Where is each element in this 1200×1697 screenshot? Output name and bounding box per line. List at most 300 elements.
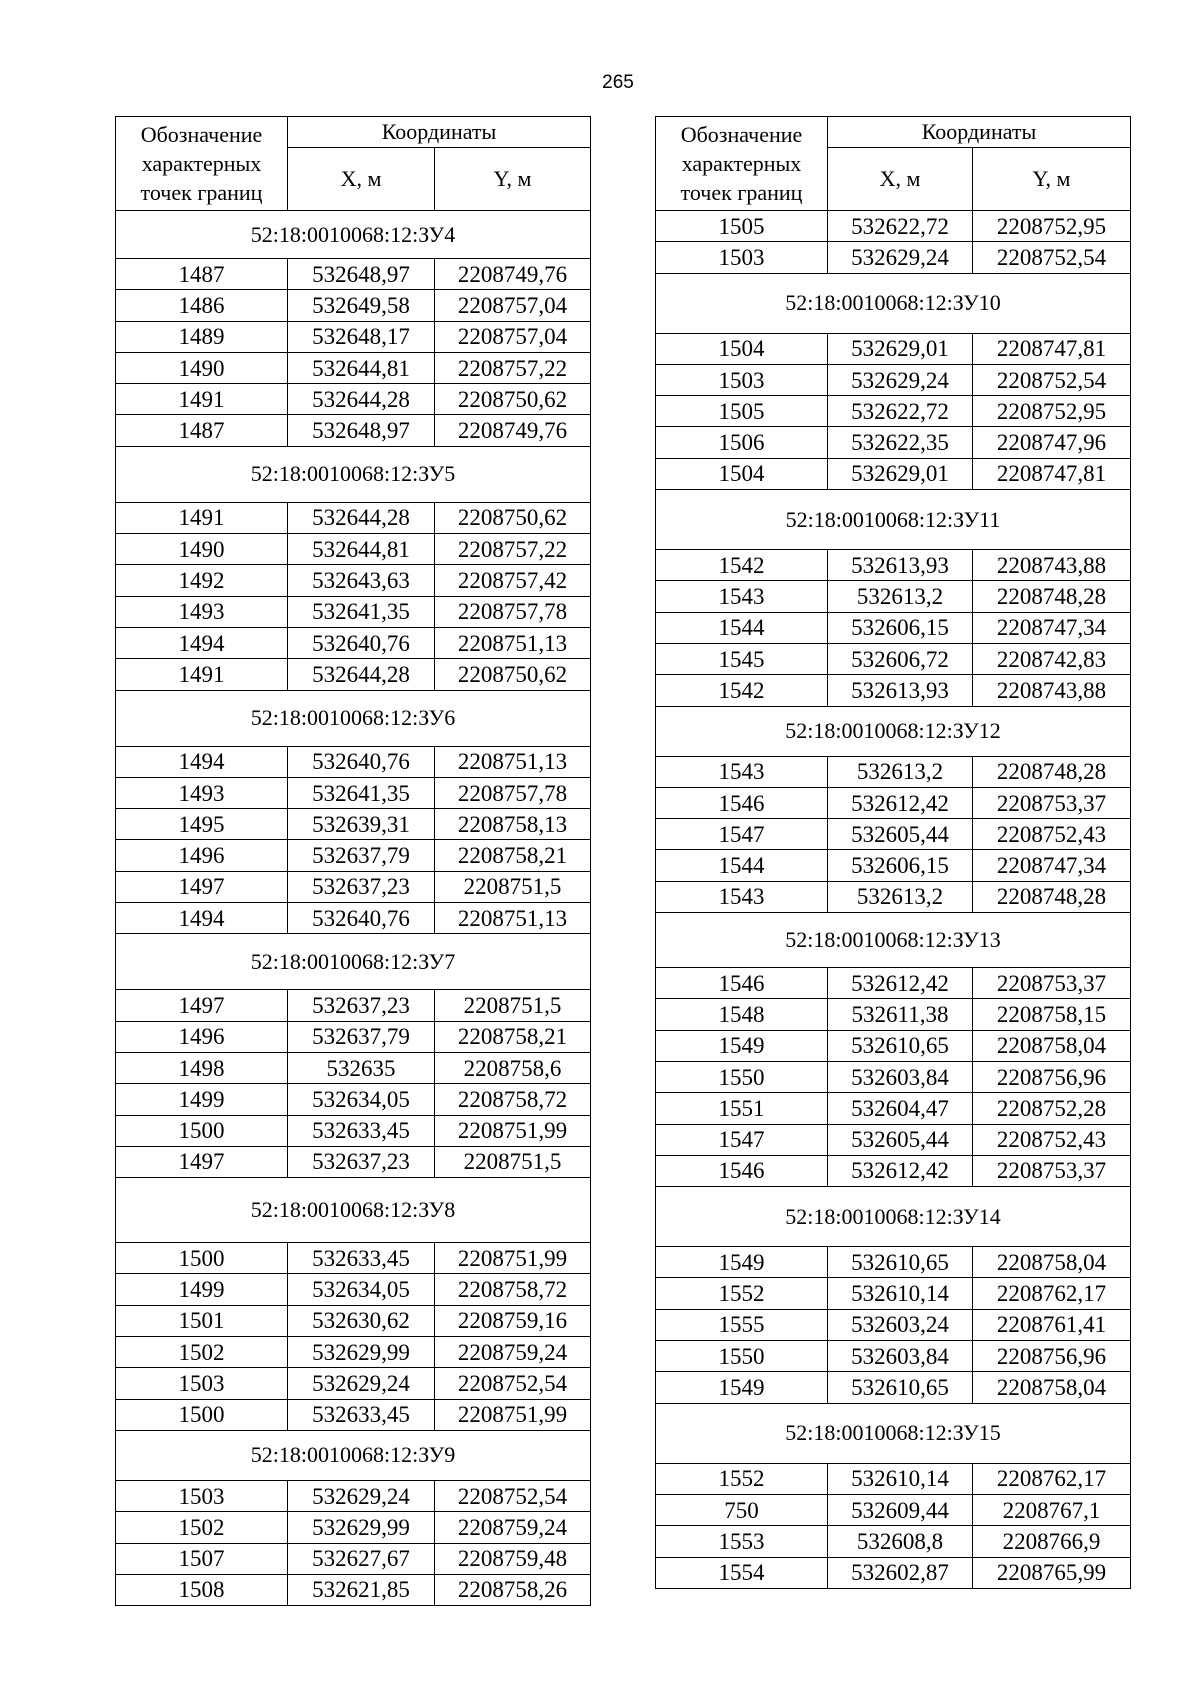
x-coordinate-cell: 532629,01 <box>828 458 973 489</box>
point-id-cell: 1555 <box>656 1309 828 1340</box>
x-coordinate-cell: 532606,15 <box>828 612 973 643</box>
table-row <box>116 1543 591 1574</box>
x-coordinate-cell: 532644,28 <box>288 502 435 533</box>
table-row <box>656 550 1131 581</box>
x-coordinate-cell: 532613,2 <box>828 881 973 912</box>
x-coordinate-cell: 532634,05 <box>288 1084 435 1115</box>
x-coordinate-cell: 532622,72 <box>828 211 973 242</box>
parcel-section-row <box>656 1187 1131 1247</box>
x-coordinate-cell: 532610,65 <box>828 1247 973 1278</box>
point-id-cell: 1546 <box>656 968 828 999</box>
y-coordinate-cell: 2208767,1 <box>973 1494 1131 1525</box>
point-id-cell: 1549 <box>656 1372 828 1403</box>
x-coordinate-cell: 532634,05 <box>288 1274 435 1305</box>
y-coordinate-cell: 2208752,43 <box>973 819 1131 850</box>
point-id-cell: 1500 <box>116 1399 288 1430</box>
x-coordinate-cell: 532610,14 <box>828 1278 973 1309</box>
x-coordinate-cell: 532621,85 <box>288 1574 435 1605</box>
x-coordinate-cell: 532644,28 <box>288 659 435 690</box>
x-coordinate-cell: 532640,76 <box>288 627 435 658</box>
table-row <box>116 1305 591 1336</box>
table-row <box>116 1399 591 1430</box>
table-row <box>656 850 1131 881</box>
x-coordinate-cell: 532629,24 <box>288 1480 435 1511</box>
y-coordinate-cell: 2208757,04 <box>435 321 591 352</box>
point-id-cell: 1504 <box>656 458 828 489</box>
table-row <box>116 502 591 533</box>
x-coordinate-cell: 532644,28 <box>288 384 435 415</box>
x-coordinate-cell: 532637,79 <box>288 840 435 871</box>
x-column-header: X, м <box>828 148 973 211</box>
y-coordinate-cell: 2208759,48 <box>435 1543 591 1574</box>
table-row <box>116 534 591 565</box>
point-id-cell: 1499 <box>116 1084 288 1115</box>
x-coordinate-cell: 532630,62 <box>288 1305 435 1336</box>
x-coordinate-cell: 532610,65 <box>828 1030 973 1061</box>
x-coordinate-cell: 532627,67 <box>288 1543 435 1574</box>
x-coordinate-cell: 532612,42 <box>828 787 973 818</box>
point-id-cell: 1487 <box>116 259 288 290</box>
coordinates-header: Координаты <box>288 117 591 148</box>
point-id-cell: 1508 <box>116 1574 288 1605</box>
table-row <box>656 1526 1131 1557</box>
y-coordinate-cell: 2208758,72 <box>435 1274 591 1305</box>
point-id-cell: 1548 <box>656 999 828 1030</box>
x-coordinate-cell: 532637,23 <box>288 990 435 1021</box>
table-row <box>656 1372 1131 1403</box>
y-coordinate-cell: 2208758,72 <box>435 1084 591 1115</box>
table-row <box>116 840 591 871</box>
table-row <box>116 259 591 290</box>
y-coordinate-cell: 2208766,9 <box>973 1526 1131 1557</box>
y-coordinate-cell: 2208758,21 <box>435 1021 591 1052</box>
coordinates-table-left <box>115 116 591 1606</box>
y-coordinate-cell: 2208758,04 <box>973 1030 1131 1061</box>
y-coordinate-cell: 2208756,96 <box>973 1061 1131 1092</box>
x-coordinate-cell: 532648,97 <box>288 415 435 446</box>
table-row <box>656 1247 1131 1278</box>
parcel-number: 52:18:0010068:12:ЗУ8 <box>116 1178 591 1243</box>
point-id-cell: 1501 <box>116 1305 288 1336</box>
table-row <box>116 1021 591 1052</box>
y-coordinate-cell: 2208757,78 <box>435 777 591 808</box>
point-id-cell: 1491 <box>116 659 288 690</box>
point-id-cell: 750 <box>656 1494 828 1525</box>
parcel-section-row <box>116 690 591 746</box>
coordinates-header: Координаты <box>828 117 1131 148</box>
y-coordinate-cell: 2208759,24 <box>435 1337 591 1368</box>
point-id-cell: 1495 <box>116 809 288 840</box>
table-row <box>116 627 591 658</box>
x-column-header: X, м <box>288 148 435 211</box>
table-row <box>656 1309 1131 1340</box>
x-coordinate-cell: 532649,58 <box>288 290 435 321</box>
point-id-cell: 1552 <box>656 1463 828 1494</box>
table-row <box>656 211 1131 242</box>
point-id-cell: 1492 <box>116 565 288 596</box>
point-id-cell: 1503 <box>116 1480 288 1511</box>
x-coordinate-cell: 532612,42 <box>828 1155 973 1186</box>
point-id-cell: 1543 <box>656 581 828 612</box>
table-row <box>116 352 591 383</box>
table-row <box>656 333 1131 364</box>
x-coordinate-cell: 532603,84 <box>828 1061 973 1092</box>
point-column-header: Обозначение характерных точек границ <box>656 117 828 211</box>
table-row <box>656 756 1131 787</box>
x-coordinate-cell: 532629,99 <box>288 1337 435 1368</box>
point-id-cell: 1489 <box>116 321 288 352</box>
table-row <box>116 321 591 352</box>
x-coordinate-cell: 532610,65 <box>828 1372 973 1403</box>
table-row <box>656 1124 1131 1155</box>
point-id-cell: 1490 <box>116 534 288 565</box>
point-id-cell: 1487 <box>116 415 288 446</box>
parcel-number: 52:18:0010068:12:ЗУ13 <box>656 913 1131 968</box>
point-id-cell: 1497 <box>116 990 288 1021</box>
x-coordinate-cell: 532643,63 <box>288 565 435 596</box>
page-number: 265 <box>602 72 634 93</box>
y-coordinate-cell: 2208751,13 <box>435 627 591 658</box>
table-row <box>656 1494 1131 1525</box>
y-coordinate-cell: 2208752,54 <box>973 242 1131 273</box>
y-coordinate-cell: 2208759,16 <box>435 1305 591 1336</box>
table-row <box>656 396 1131 427</box>
point-id-cell: 1493 <box>116 777 288 808</box>
point-column-header: Обозначение характерных точек границ <box>116 117 288 211</box>
y-coordinate-cell: 2208747,34 <box>973 850 1131 881</box>
coordinates-table-right <box>655 116 1131 1589</box>
x-coordinate-cell: 532613,2 <box>828 756 973 787</box>
x-coordinate-cell: 532637,23 <box>288 1146 435 1177</box>
y-coordinate-cell: 2208751,13 <box>435 746 591 777</box>
parcel-number: 52:18:0010068:12:ЗУ10 <box>656 273 1131 333</box>
point-id-cell: 1494 <box>116 627 288 658</box>
x-coordinate-cell: 532609,44 <box>828 1494 973 1525</box>
point-id-cell: 1500 <box>116 1243 288 1274</box>
y-coordinate-cell: 2208752,54 <box>435 1480 591 1511</box>
y-coordinate-cell: 2208759,24 <box>435 1512 591 1543</box>
point-id-cell: 1543 <box>656 881 828 912</box>
point-id-cell: 1554 <box>656 1557 828 1588</box>
x-coordinate-cell: 532629,99 <box>288 1512 435 1543</box>
y-coordinate-cell: 2208753,37 <box>973 787 1131 818</box>
point-id-cell: 1503 <box>656 364 828 395</box>
table-row <box>116 290 591 321</box>
point-id-cell: 1546 <box>656 787 828 818</box>
parcel-section-row <box>656 490 1131 550</box>
table-row <box>656 819 1131 850</box>
table-row <box>656 1155 1131 1186</box>
x-coordinate-cell: 532635 <box>288 1052 435 1083</box>
x-coordinate-cell: 532644,81 <box>288 352 435 383</box>
y-coordinate-cell: 2208757,22 <box>435 352 591 383</box>
table-row <box>116 1512 591 1543</box>
point-id-cell: 1490 <box>116 352 288 383</box>
y-coordinate-cell: 2208748,28 <box>973 881 1131 912</box>
table-row <box>656 458 1131 489</box>
table-row <box>656 1557 1131 1588</box>
y-coordinate-cell: 2208758,04 <box>973 1247 1131 1278</box>
table-row <box>116 1574 591 1605</box>
parcel-number: 52:18:0010068:12:ЗУ9 <box>116 1430 591 1480</box>
parcel-number: 52:18:0010068:12:ЗУ6 <box>116 690 591 746</box>
y-coordinate-cell: 2208751,13 <box>435 903 591 934</box>
y-coordinate-cell: 2208752,54 <box>435 1368 591 1399</box>
x-coordinate-cell: 532648,97 <box>288 259 435 290</box>
x-coordinate-cell: 532606,15 <box>828 850 973 881</box>
x-coordinate-cell: 532641,35 <box>288 596 435 627</box>
parcel-section-row <box>116 211 591 259</box>
y-coordinate-cell: 2208751,99 <box>435 1115 591 1146</box>
point-id-cell: 1507 <box>116 1543 288 1574</box>
x-coordinate-cell: 532629,24 <box>288 1368 435 1399</box>
x-coordinate-cell: 532629,24 <box>828 364 973 395</box>
x-coordinate-cell: 532633,45 <box>288 1115 435 1146</box>
y-coordinate-cell: 2208757,04 <box>435 290 591 321</box>
point-id-cell: 1491 <box>116 502 288 533</box>
table-row <box>656 612 1131 643</box>
table-row <box>116 777 591 808</box>
x-coordinate-cell: 532603,84 <box>828 1341 973 1372</box>
table-row <box>656 675 1131 706</box>
point-id-cell: 1491 <box>116 384 288 415</box>
y-coordinate-cell: 2208747,96 <box>973 427 1131 458</box>
y-coordinate-cell: 2208752,54 <box>973 364 1131 395</box>
y-coordinate-cell: 2208748,28 <box>973 756 1131 787</box>
table-row <box>656 643 1131 674</box>
y-coordinate-cell: 2208752,95 <box>973 396 1131 427</box>
table-row <box>656 1463 1131 1494</box>
parcel-number: 52:18:0010068:12:ЗУ4 <box>116 211 591 259</box>
y-coordinate-cell: 2208758,6 <box>435 1052 591 1083</box>
x-coordinate-cell: 532613,93 <box>828 675 973 706</box>
y-coordinate-cell: 2208752,28 <box>973 1093 1131 1124</box>
point-id-cell: 1553 <box>656 1526 828 1557</box>
parcel-section-row <box>656 273 1131 333</box>
point-id-cell: 1546 <box>656 1155 828 1186</box>
point-id-cell: 1542 <box>656 550 828 581</box>
x-coordinate-cell: 532613,93 <box>828 550 973 581</box>
table-row <box>656 581 1131 612</box>
table-row <box>116 384 591 415</box>
x-coordinate-cell: 532612,42 <box>828 968 973 999</box>
point-id-cell: 1494 <box>116 903 288 934</box>
table-row <box>116 1052 591 1083</box>
x-coordinate-cell: 532622,35 <box>828 427 973 458</box>
y-coordinate-cell: 2208753,37 <box>973 968 1131 999</box>
point-id-cell: 1502 <box>116 1512 288 1543</box>
table-row <box>656 364 1131 395</box>
y-coordinate-cell: 2208748,28 <box>973 581 1131 612</box>
table-row <box>116 1274 591 1305</box>
x-coordinate-cell: 532640,76 <box>288 746 435 777</box>
x-coordinate-cell: 532611,38 <box>828 999 973 1030</box>
x-coordinate-cell: 532648,17 <box>288 321 435 352</box>
table-row <box>656 427 1131 458</box>
y-coordinate-cell: 2208747,81 <box>973 333 1131 364</box>
parcel-section-row <box>656 706 1131 756</box>
y-coordinate-cell: 2208747,81 <box>973 458 1131 489</box>
table-row <box>116 565 591 596</box>
x-coordinate-cell: 532602,87 <box>828 1557 973 1588</box>
y-coordinate-cell: 2208743,88 <box>973 550 1131 581</box>
x-coordinate-cell: 532622,72 <box>828 396 973 427</box>
x-coordinate-cell: 532610,14 <box>828 1463 973 1494</box>
point-id-cell: 1496 <box>116 1021 288 1052</box>
parcel-number: 52:18:0010068:12:ЗУ7 <box>116 934 591 990</box>
y-coordinate-cell: 2208765,99 <box>973 1557 1131 1588</box>
y-coordinate-cell: 2208762,17 <box>973 1463 1131 1494</box>
y-coordinate-cell: 2208758,26 <box>435 1574 591 1605</box>
point-id-cell: 1551 <box>656 1093 828 1124</box>
y-coordinate-cell: 2208751,5 <box>435 990 591 1021</box>
x-coordinate-cell: 532613,2 <box>828 581 973 612</box>
point-id-cell: 1497 <box>116 871 288 902</box>
table-row <box>116 1115 591 1146</box>
y-coordinate-cell: 2208758,04 <box>973 1372 1131 1403</box>
y-coordinate-cell: 2208751,99 <box>435 1243 591 1274</box>
y-coordinate-cell: 2208750,62 <box>435 384 591 415</box>
parcel-section-row <box>116 1178 591 1243</box>
point-id-cell: 1500 <box>116 1115 288 1146</box>
x-coordinate-cell: 532639,31 <box>288 809 435 840</box>
table-row <box>656 1341 1131 1372</box>
point-id-cell: 1506 <box>656 427 828 458</box>
x-coordinate-cell: 532640,76 <box>288 903 435 934</box>
y-coordinate-cell: 2208758,13 <box>435 809 591 840</box>
parcel-number: 52:18:0010068:12:ЗУ14 <box>656 1187 1131 1247</box>
table-row <box>116 903 591 934</box>
x-coordinate-cell: 532637,79 <box>288 1021 435 1052</box>
point-id-cell: 1502 <box>116 1337 288 1368</box>
table-row <box>116 1146 591 1177</box>
table-row <box>116 1084 591 1115</box>
x-coordinate-cell: 532629,24 <box>828 242 973 273</box>
y-coordinate-cell: 2208750,62 <box>435 502 591 533</box>
x-coordinate-cell: 532608,8 <box>828 1526 973 1557</box>
point-id-cell: 1550 <box>656 1061 828 1092</box>
y-coordinate-cell: 2208752,43 <box>973 1124 1131 1155</box>
parcel-section-row <box>656 1403 1131 1463</box>
x-coordinate-cell: 532605,44 <box>828 819 973 850</box>
parcel-section-row <box>116 934 591 990</box>
parcel-section-row <box>656 913 1131 968</box>
point-id-cell: 1549 <box>656 1247 828 1278</box>
y-column-header: Y, м <box>435 148 591 211</box>
parcel-section-row <box>116 446 591 502</box>
point-id-cell: 1505 <box>656 396 828 427</box>
y-coordinate-cell: 2208758,21 <box>435 840 591 871</box>
table-row <box>116 871 591 902</box>
y-coordinate-cell: 2208747,34 <box>973 612 1131 643</box>
y-coordinate-cell: 2208757,42 <box>435 565 591 596</box>
y-coordinate-cell: 2208750,62 <box>435 659 591 690</box>
table-row <box>656 999 1131 1030</box>
y-coordinate-cell: 2208756,96 <box>973 1341 1131 1372</box>
y-coordinate-cell: 2208751,99 <box>435 1399 591 1430</box>
x-coordinate-cell: 532605,44 <box>828 1124 973 1155</box>
table-row <box>116 596 591 627</box>
x-coordinate-cell: 532629,01 <box>828 333 973 364</box>
point-id-cell: 1542 <box>656 675 828 706</box>
y-coordinate-cell: 2208758,15 <box>973 999 1131 1030</box>
y-coordinate-cell: 2208761,41 <box>973 1309 1131 1340</box>
point-id-cell: 1549 <box>656 1030 828 1061</box>
x-coordinate-cell: 532606,72 <box>828 643 973 674</box>
table-row <box>116 990 591 1021</box>
y-coordinate-cell: 2208753,37 <box>973 1155 1131 1186</box>
parcel-section-row <box>116 1430 591 1480</box>
y-coordinate-cell: 2208757,78 <box>435 596 591 627</box>
point-id-cell: 1547 <box>656 1124 828 1155</box>
y-coordinate-cell: 2208749,76 <box>435 259 591 290</box>
y-coordinate-cell: 2208749,76 <box>435 415 591 446</box>
table-row <box>116 1368 591 1399</box>
table-row <box>656 1093 1131 1124</box>
point-id-cell: 1544 <box>656 612 828 643</box>
table-row <box>656 1061 1131 1092</box>
table-row <box>116 1337 591 1368</box>
point-id-cell: 1496 <box>116 840 288 871</box>
point-id-cell: 1505 <box>656 211 828 242</box>
table-row <box>116 415 591 446</box>
x-coordinate-cell: 532644,81 <box>288 534 435 565</box>
x-coordinate-cell: 532633,45 <box>288 1399 435 1430</box>
parcel-number: 52:18:0010068:12:ЗУ15 <box>656 1403 1131 1463</box>
table-row <box>656 968 1131 999</box>
parcel-number: 52:18:0010068:12:ЗУ11 <box>656 490 1131 550</box>
point-id-cell: 1504 <box>656 333 828 364</box>
table-row <box>656 881 1131 912</box>
point-id-cell: 1497 <box>116 1146 288 1177</box>
point-id-cell: 1544 <box>656 850 828 881</box>
point-id-cell: 1503 <box>656 242 828 273</box>
point-id-cell: 1547 <box>656 819 828 850</box>
point-id-cell: 1498 <box>116 1052 288 1083</box>
table-row <box>116 659 591 690</box>
point-id-cell: 1545 <box>656 643 828 674</box>
x-coordinate-cell: 532637,23 <box>288 871 435 902</box>
point-id-cell: 1493 <box>116 596 288 627</box>
y-coordinate-cell: 2208752,95 <box>973 211 1131 242</box>
point-id-cell: 1503 <box>116 1368 288 1399</box>
y-coordinate-cell: 2208743,88 <box>973 675 1131 706</box>
table-row <box>116 1480 591 1511</box>
table-row <box>656 242 1131 273</box>
table-row <box>116 1243 591 1274</box>
point-id-cell: 1499 <box>116 1274 288 1305</box>
table-row <box>116 809 591 840</box>
y-coordinate-cell: 2208751,5 <box>435 871 591 902</box>
table-row <box>656 787 1131 818</box>
x-coordinate-cell: 532641,35 <box>288 777 435 808</box>
parcel-number: 52:18:0010068:12:ЗУ12 <box>656 706 1131 756</box>
x-coordinate-cell: 532633,45 <box>288 1243 435 1274</box>
y-coordinate-cell: 2208751,5 <box>435 1146 591 1177</box>
parcel-number: 52:18:0010068:12:ЗУ5 <box>116 446 591 502</box>
point-id-cell: 1550 <box>656 1341 828 1372</box>
y-column-header: Y, м <box>973 148 1131 211</box>
point-id-cell: 1552 <box>656 1278 828 1309</box>
y-coordinate-cell: 2208757,22 <box>435 534 591 565</box>
table-row <box>656 1278 1131 1309</box>
x-coordinate-cell: 532604,47 <box>828 1093 973 1124</box>
point-id-cell: 1494 <box>116 746 288 777</box>
point-id-cell: 1486 <box>116 290 288 321</box>
y-coordinate-cell: 2208742,83 <box>973 643 1131 674</box>
point-id-cell: 1543 <box>656 756 828 787</box>
table-row <box>116 746 591 777</box>
